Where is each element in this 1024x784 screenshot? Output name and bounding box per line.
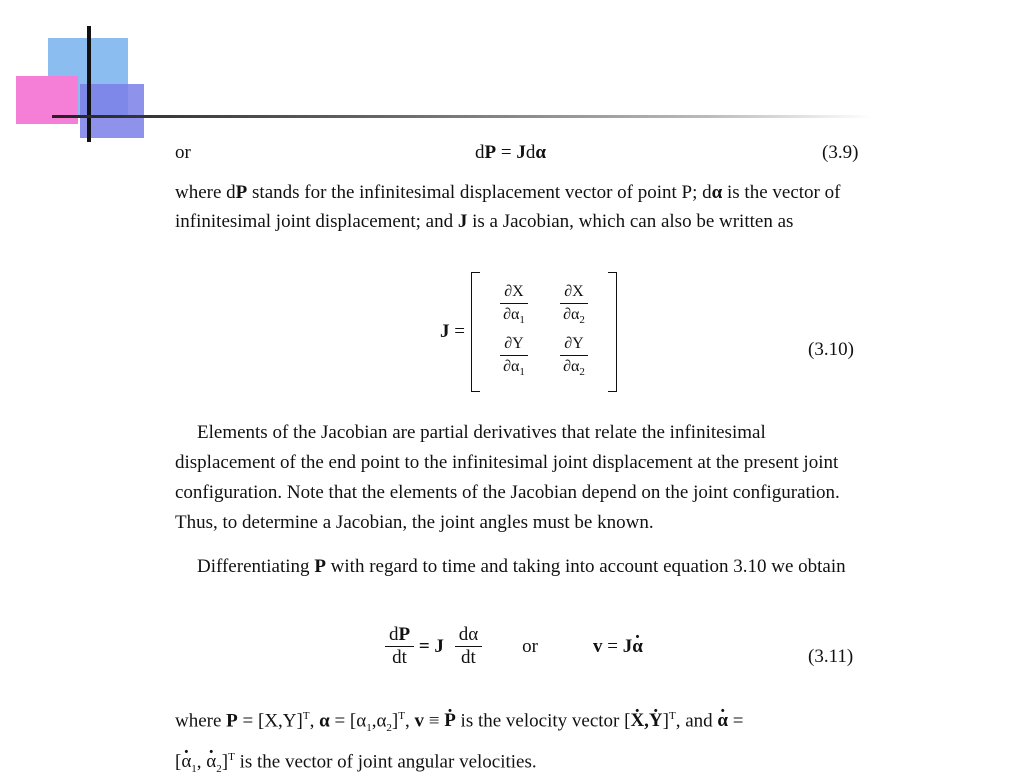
equation-3-10: J = $\frac{\partial X}{\partial\alpha_1}$ $\frac{\partial X}{\partial\alpha_2}$ $\frac{\partial Y}{\partial\alpha_1}$ $\frac{\partial Y}{\partial\alpha_2}$: [440, 272, 617, 392]
matrix-left-bracket: [471, 272, 480, 392]
decor-vertical-line: [87, 26, 91, 142]
matrix-right-bracket: [608, 272, 617, 392]
paragraph-1: where dP stands for the infinitesimal displacement vector of point P; dα is the vector of infinitesimal joint displacement; and J is a Jacobian, which can also be written as: [175, 182, 841, 232]
equation-3-11: $\frac{dP}{dt}$ = J $\frac{d\alpha}{dt}$ or v = Jα .: [385, 624, 643, 669]
jacobian-matrix: $\frac{\partial X}{\partial\alpha_1}$ $\frac{\partial X}{\partial\alpha_2}$ $\frac{\partial Y}{\partial\alpha_1}$ $\frac{\partial Y}{\partial\alpha_2}$: [480, 281, 608, 383]
equation-number-3-11: (3.11): [808, 646, 854, 667]
paragraph-3: Differentiating P with regard to time and taking into account equation 3.10 we obtain: [197, 556, 846, 577]
equation-number-3-9: (3.9): [822, 142, 859, 163]
paragraph-4: where $P = [X,Y]^T$, $\alpha = [\alpha_1,\alpha_2]^T$, v ≡ P . is the velocity vector [X .,Y .]$^T$, and α . = [α $._1$, α $._2]^T$ is the vector of joint angular velocities.: [175, 702, 865, 784]
title-divider-line: [52, 115, 872, 118]
text-or: or: [175, 142, 191, 163]
equation-number-3-10: (3.10): [808, 339, 854, 360]
paragraph-2: Elements of the Jacobian are partial derivatives that relate the infinitesimal displacement of the end point to the infinitesimal joint displacement at the present joint configuration. Note that the elements of the Jacobian depend on the joint configuration. Thus, to determine a Jacobian, the joint angles must be known.: [175, 422, 840, 533]
equation-3-9: dP = Jdα: [475, 142, 546, 163]
